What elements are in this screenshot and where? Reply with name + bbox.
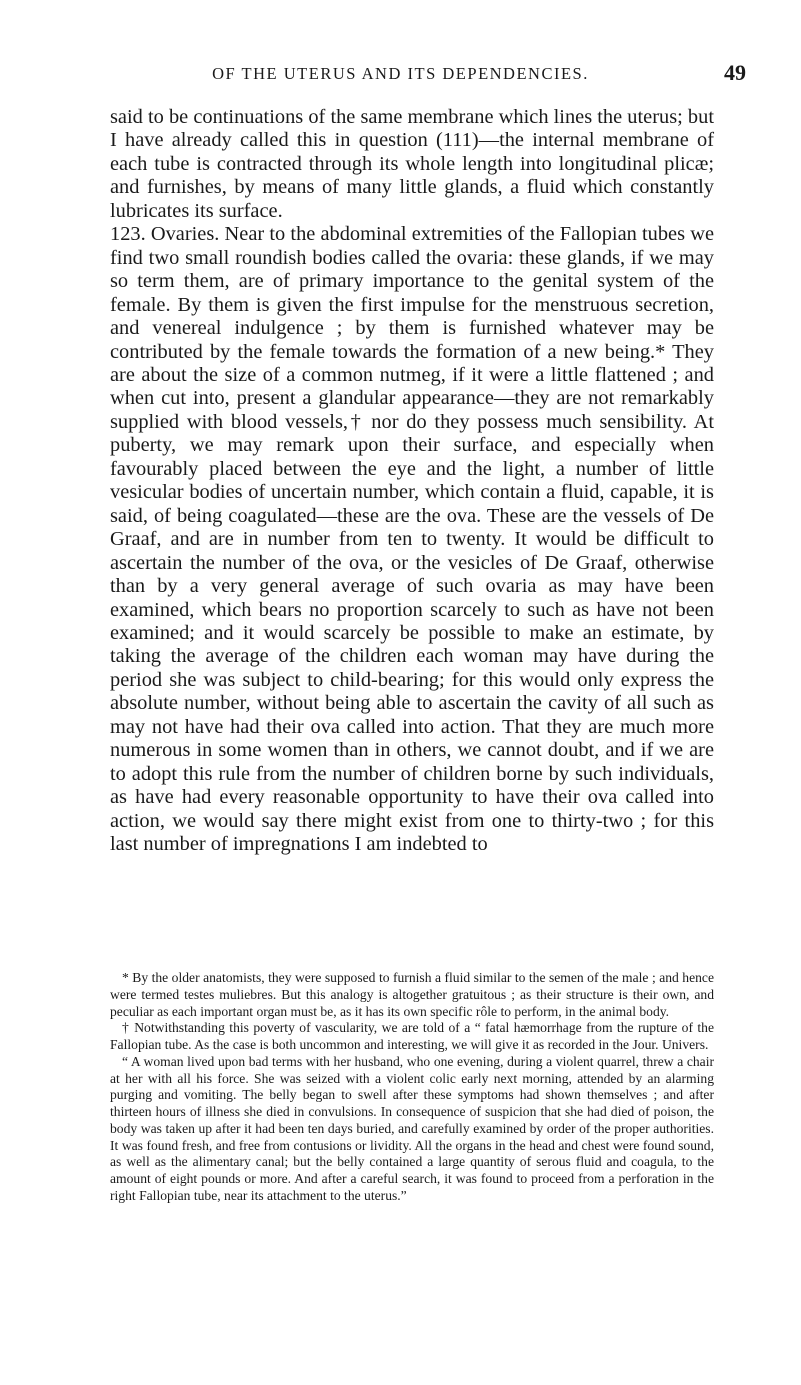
main-text	[110, 106, 714, 857]
paragraph-continuation: said to be continuations of the same membrane which lines the uterus; but I have already called this in question (111)—the internal membrane of each tube is contracted through its whole length into longitudinal plicæ; and furnishes, by means of many little glands, a fluid which constantly lubricates its surface.	[110, 106, 714, 222]
page-number: 49	[724, 60, 746, 85]
footnote-case-quote: “ A woman lived upon bad terms with her husband, who one evening, during a violent quarrel, threw a chair at her with all his force. She was seized with a violent colic early next morning, attended by an alarming purging and vomiting. The belly began to swell after these symptoms had shown themselves ; and after thirteen hours of illness she died in convulsions. In consequence of suspicion that she had died of poison, the body was taken up after it had been ten days buried, and carefully examined by order of the proper authorities. It was found fresh, and free from contusions or lividity. All the organs in the head and chest were found sound, as well as the alimentary canal; but the belly contained a large quantity of serous fluid and coagula, to the amount of eight pounds or more. And after a careful search, it was found to proceed from a perforation in the right Fallopian tube, near its attachment to the uterus.”	[110, 1053, 714, 1203]
running-title: OF THE UTERUS AND ITS DEPENDENCIES.	[212, 64, 589, 83]
footnote-asterisk: * By the older anatomists, they were supposed to furnish a fluid similar to the semen of the male ; and hence were termed testes muliebres. But this analogy is altogether gratuitous ; as their structure is their own, and peculiar as each important organ must be, as it has its own specific rôle to perform, in the animal body.	[110, 970, 714, 1019]
footnote-dagger: † Notwithstanding this poverty of vascularity, we are told of a “ fatal hæmorrhage from the rupture of the Fallopian tube. As the case is both uncommon and interesting, we will give it as recorded in the Jour. Univers.	[110, 1020, 714, 1052]
paragraph-ovaries: 123. Ovaries. Near to the abdominal extremities of the Fallopian tubes we find two small roundish bodies called the ovaria: these glands, if we may so term them, are of primary importance to the genital system of the female. By them is given the first impulse for the menstruous secretion, and venereal indulgence ; by them is furnished whatever may be contributed by the female towards the formation of a new being.* They are about the size of a common nutmeg, if it were a little flattened ; and when cut into, present a glandular appearance—they are not remarkably supplied with blood vessels,† nor do they possess much sensibility. At puberty, we may remark upon their surface, and especially when favourably placed between the eye and the light, a number of little vesicular bodies of uncertain number, which contain a fluid, capable, it is said, of being coagulated—these are the ova. These are the vessels of De Graaf, and are in number from ten to twenty. It would be difficult to ascertain the number of the ova, or the vesicles of De Graaf, otherwise than by a very general average of such ovaria as may have been examined, which bears no proportion scarcely to such as have not been examined; and it would scarcely be possible to make an estimate, by taking the average of the children each woman may have during the period she was subject to child-bearing; for this would only express the absolute number, without being able to ascertain the cavity of all such as may not have had their ova called into action. That they are much more numerous in some women than in others, we cannot doubt, and if we are to adopt this rule from the number of children borne by such individuals, as have had every reasonable opportunity to have their ova called into action, we would say there might exist from one to thirty-two ; for this last number of impregnations I am indebted to	[110, 223, 714, 856]
footnotes	[110, 970, 714, 1205]
